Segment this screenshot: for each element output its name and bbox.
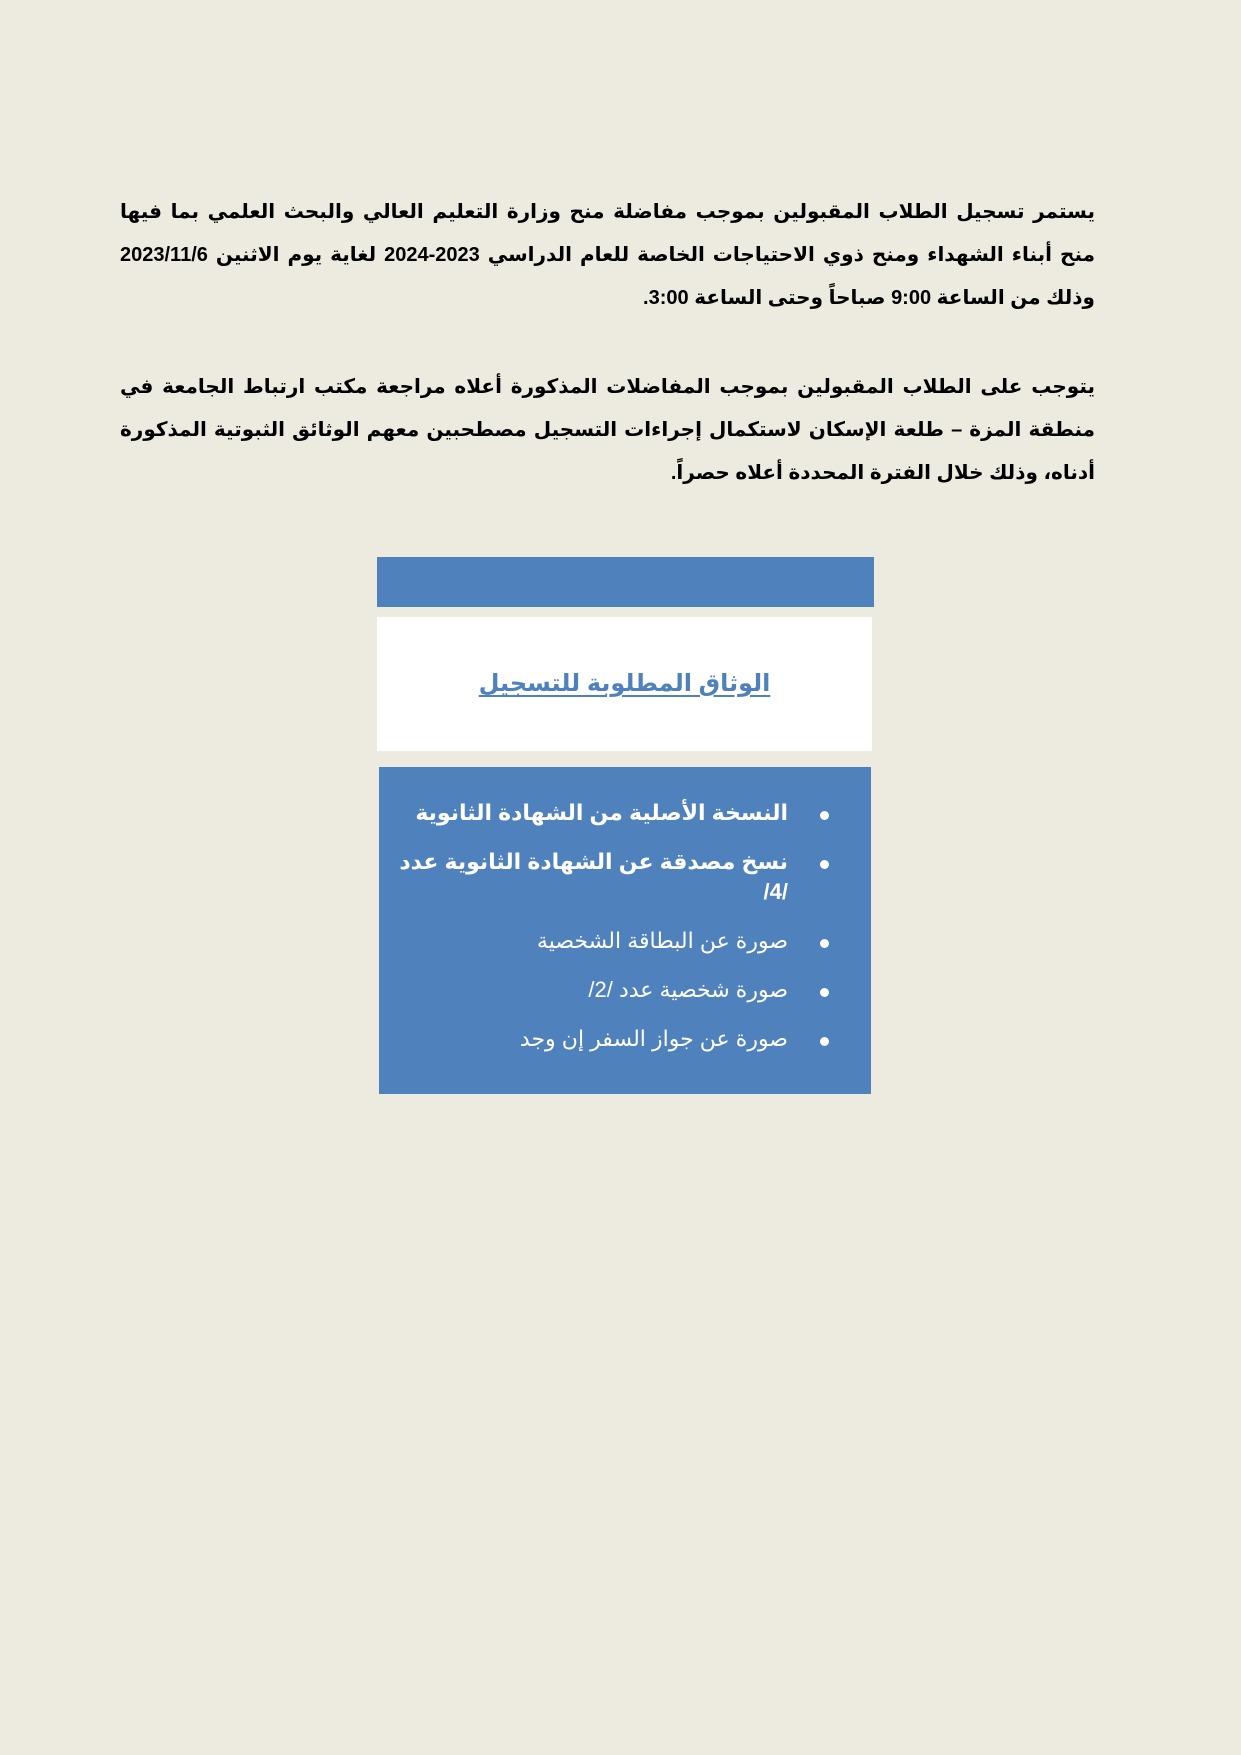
list-item-text: النسخة الأصلية من الشهادة الثانوية [415,800,788,825]
list-item-text: صورة عن جواز السفر إن وجد [519,1026,788,1051]
instructions-paragraph: يتوجب على الطلاب المقبولين بموجب المفاضلات المذكورة أعلاه مراجعة مكتب ارتباط الجامعة في منطقة المزة – طلعة الإسكان لاستكمال إجراءات التسجيل مصطحبين معهم الوثائق الثبوتية المذكورة أدناه، وذلك خلال الفترة المحددة أعلاه حصراً. [120,376,1095,484]
bullet-icon [820,939,829,948]
documents-title: الوثاق المطلوبة للتسجيل [478,670,771,697]
list-item [379,1015,871,1064]
registration-paragraph: يستمر تسجيل الطلاب المقبولين بموجب مفاضلة منح وزارة التعليم العالي والبحث العلمي بما فيها منح أبناء الشهداء ومنح ذوي الاحتياجات الخاصة للعام الدراسي 2023-2024 لغاية يوم الاثنين 2023/11/6 وذلك من الساعة 9:00 صباحاً وحتى الساعة 3:00. [120,201,1095,309]
list-item [379,838,871,917]
bullet-icon [820,860,829,869]
documents-title-box [377,617,872,751]
list-item-text: نسخ مصدقة عن الشهادة الثانوية عدد /4/ [399,849,788,904]
list-item [379,917,871,966]
list-item [379,966,871,1015]
bullet-icon [820,811,829,820]
documents-section [377,557,874,1094]
list-item-text: صورة عن البطاقة الشخصية [536,928,788,953]
documents-list-box [379,767,871,1094]
documents-list [379,789,871,1064]
header-bar [377,557,874,607]
list-item-text: صورة شخصية عدد /2/ [588,977,788,1002]
bullet-icon [820,1037,829,1046]
list-item [379,789,871,838]
bullet-icon [820,988,829,997]
